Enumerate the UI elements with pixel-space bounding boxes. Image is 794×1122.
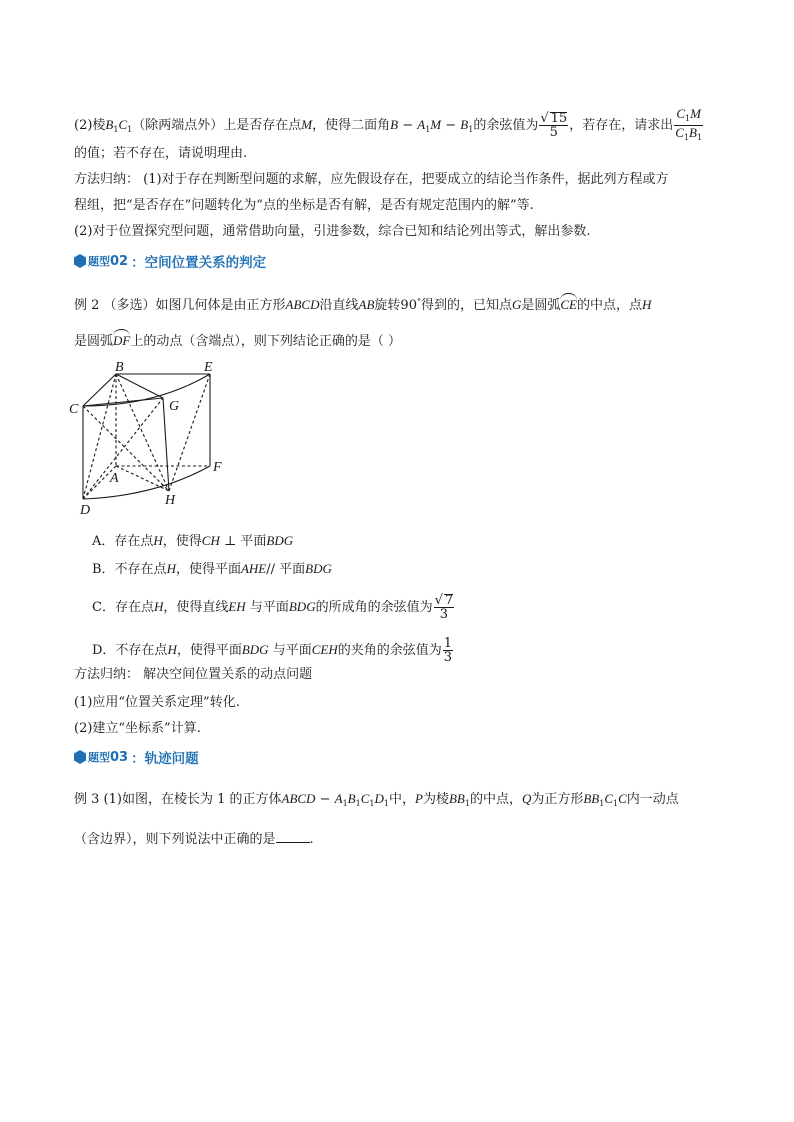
q2-line1: (2)棱$B_1C_1$（除两端点外）上是否存在点M，使得二面角$B - A_1M - B_1$的余弦值为 $\frac{√ 15}{5}$ ，若存在，请求出 $\frac{C_1M}{C_1B_1}$ [74,106,703,142]
option-d[interactable]: D．不存在点H，使得平面BDG 与平面CEH的夹角的余弦值为 $\frac{1}{3}$ [92,636,453,665]
section-badge: 题型 03 [74,749,128,765]
section-heading-03 [74,746,199,768]
method1-line2: 程组，把“是否存在”问题转化为“点的坐标是否有解，是否有规定范围内的解”等. [74,198,534,213]
q2-line2: 的值；若不存在，请说明理由. [74,146,248,161]
section-heading-02 [74,250,266,272]
example3-line1: 例 3 (1)如图，在棱长为 1 的正方体ABCD − $A_1B_1C_1D_1$中，P为棱$BB_1$的中点，Q为正方形$BB_1C_1C$内一动点 [74,791,679,808]
method2-line1: 方法归纳： 解决空间位置关系的动点问题 [74,667,313,682]
section-title: ：空间位置关系的判定 [131,255,267,271]
figure-label-h: H [165,493,176,508]
option-b[interactable]: B．不存在点H，使得平面AHE// 平面BDG [92,561,332,577]
option-a[interactable]: A．存在点H，使得CH ⊥ 平面BDG [92,533,294,549]
fraction-sqrt7-over-3: $\frac{√ 7}{3}$ [434,593,454,622]
method2-line3: (2)建立“坐标系”计算. [74,721,201,736]
fraction-sqrt15-over-5: $\frac{√ 15}{5}$ [540,111,568,140]
fraction-1-over-3: $\frac{1}{3}$ [443,636,453,665]
section-badge: 题型 02 [74,253,128,269]
figure-label-d: D [80,503,91,516]
method1-line3: (2)对于位置探究型问题，通常借助向量，引进参数，综合已知和结论列出等式，解出参数. [74,224,591,239]
figure-label-b: B [115,360,124,375]
example3-line2: （含边界），则下列说法中正确的是 . [74,832,314,847]
figure-label-c: C [69,402,79,417]
section-title: ：轨迹问题 [131,751,199,767]
example2-line1: 例 2 （多选）如图几何体是由正方形ABCD沿直线AB旋转90°得到的，已知点G是圆弧CE的中点，点H [74,293,651,315]
figure-label-e: E [204,360,213,375]
figure-label-g: G [169,399,180,414]
hexagon-bullet-icon [74,254,86,268]
example2-line2: 是圆弧DF上的动点（含端点），则下列结论正确的是（ ） [74,329,401,351]
arc-df: DF [113,329,130,350]
figure-label-a: A [110,471,119,486]
figure-label-f: F [213,460,222,475]
solid-geometry-figure [66,356,246,516]
fraction-c1m-over-c1b1: $\frac{C_1M}{C_1B_1}$ [675,106,703,142]
arc-ce: CE [560,293,577,314]
option-c[interactable]: C．存在点H，使得直线EH 与平面BDG的所成角的余弦值为 $\frac{√ 7}{3}$ [92,593,454,622]
method1-line1: 方法归纳： (1)对于存在判断型问题的求解，应先假设存在，把要成立的结论当作条件，据此列方程或方 [74,172,669,187]
answer-blank[interactable] [276,830,310,843]
q2-prefix: (2)棱 [74,118,106,133]
hexagon-bullet-icon [74,750,86,764]
method2-line2: (1)应用“位置关系定理”转化. [74,695,240,710]
